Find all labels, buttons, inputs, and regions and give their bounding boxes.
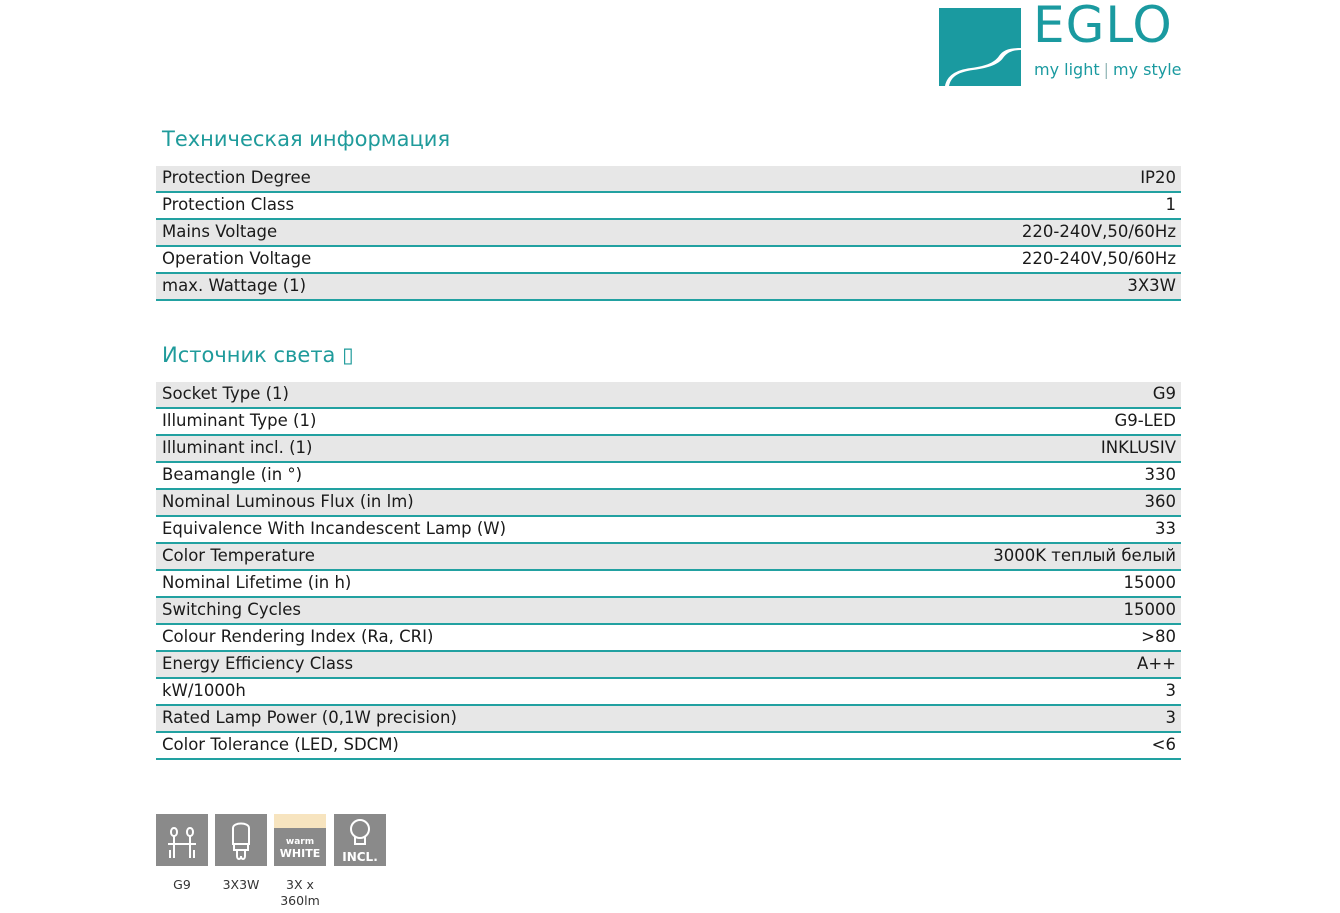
technical-row-value: 220-240V,50/60Hz xyxy=(1021,222,1176,242)
g9-bulb-icon xyxy=(215,814,267,866)
light-source-row xyxy=(156,436,1181,463)
light-source-row-label: Color Temperature xyxy=(162,546,315,566)
light-source-row-value: <6 xyxy=(1151,735,1176,755)
warm-white-icon xyxy=(274,814,326,866)
eglo-logo xyxy=(937,0,1187,88)
technical-row xyxy=(156,247,1181,274)
technical-row-label: Operation Voltage xyxy=(162,249,312,269)
light-source-section-title: Источник света ▯ xyxy=(162,343,354,367)
brand-name: EGLO xyxy=(1033,0,1173,54)
light-source-row-label: Nominal Luminous Flux (in lm) xyxy=(162,492,414,512)
tagline-right: my style xyxy=(1113,60,1182,79)
light-source-row-value: 330 xyxy=(1144,465,1176,485)
light-source-row-value: 15000 xyxy=(1123,573,1176,593)
light-source-row-label: Equivalence With Incandescent Lamp (W) xyxy=(162,519,507,539)
light-source-row-value: INKLUSIV xyxy=(1100,438,1176,458)
light-source-spec-table xyxy=(156,382,1181,760)
light-source-row xyxy=(156,544,1181,571)
warm-label-big: WHITE xyxy=(279,847,321,860)
light-source-row xyxy=(156,490,1181,517)
technical-row xyxy=(156,274,1181,301)
technical-row xyxy=(156,220,1181,247)
light-source-row-value: 3 xyxy=(1165,708,1176,728)
technical-row-label: max. Wattage (1) xyxy=(162,276,307,296)
brand-tagline xyxy=(1034,62,1182,78)
light-source-row xyxy=(156,706,1181,733)
light-source-row-value: 3 xyxy=(1165,681,1176,701)
technical-row-label: Protection Degree xyxy=(162,168,311,188)
light-source-row xyxy=(156,625,1181,652)
light-source-row-value: G9 xyxy=(1152,384,1176,404)
technical-section-title: Техническая информация xyxy=(162,127,451,151)
technical-row xyxy=(156,166,1181,193)
light-source-row-label: Nominal Lifetime (in h) xyxy=(162,573,352,593)
light-source-row-value: 3000K теплый белый xyxy=(993,546,1176,566)
light-source-row-value: 360 xyxy=(1144,492,1176,512)
light-source-row xyxy=(156,409,1181,436)
technical-row-value: 3X3W xyxy=(1127,276,1176,296)
light-source-row xyxy=(156,382,1181,409)
g9-socket-icon xyxy=(156,814,208,866)
light-source-row-label: Switching Cycles xyxy=(162,600,302,620)
technical-row-value: 220-240V,50/60Hz xyxy=(1021,249,1176,269)
technical-row xyxy=(156,193,1181,220)
icon-caption-socket: G9 xyxy=(173,877,191,892)
tagline-left: my light xyxy=(1034,60,1100,79)
incl-label: INCL. xyxy=(342,850,378,864)
technical-spec-table xyxy=(156,166,1181,301)
light-source-row-value: >80 xyxy=(1141,627,1176,647)
light-source-row-value: G9-LED xyxy=(1114,411,1176,431)
light-source-row xyxy=(156,463,1181,490)
warm-label-small: warm xyxy=(285,837,315,847)
bulb-included-icon xyxy=(334,814,386,866)
icon-caption-bulb: 3X3W xyxy=(222,877,260,892)
light-source-row-label: Illuminant Type (1) xyxy=(162,411,317,431)
technical-row-label: Protection Class xyxy=(162,195,295,215)
light-source-row-label: kW/1000h xyxy=(162,681,246,701)
light-source-row xyxy=(156,598,1181,625)
light-source-row-value: 33 xyxy=(1155,519,1176,539)
technical-row-value: 1 xyxy=(1165,195,1176,215)
warm-color-strip xyxy=(274,814,326,828)
light-source-row xyxy=(156,571,1181,598)
light-source-row-label: Color Tolerance (LED, SDCM) xyxy=(162,735,399,755)
light-source-row-value: A++ xyxy=(1137,654,1176,674)
icon-caption-warm: 3X x 360lm xyxy=(280,877,320,908)
light-source-row xyxy=(156,733,1181,760)
light-source-row xyxy=(156,517,1181,544)
light-source-row-label: Beamangle (in °) xyxy=(162,465,303,485)
light-source-row xyxy=(156,652,1181,679)
light-source-row-label: Socket Type (1) xyxy=(162,384,289,404)
light-source-row-label: Colour Rendering Index (Ra, CRI) xyxy=(162,627,434,647)
light-source-row-label: Illuminant incl. (1) xyxy=(162,438,313,458)
tagline-separator: | xyxy=(1103,60,1109,79)
light-source-row-value: 15000 xyxy=(1123,600,1176,620)
light-source-row xyxy=(156,679,1181,706)
eglo-logo-mark-icon xyxy=(937,6,1023,88)
technical-row-value: IP20 xyxy=(1140,168,1176,188)
light-source-row-label: Rated Lamp Power (0,1W precision) xyxy=(162,708,457,728)
technical-row-label: Mains Voltage xyxy=(162,222,278,242)
light-source-row-label: Energy Efficiency Class xyxy=(162,654,354,674)
